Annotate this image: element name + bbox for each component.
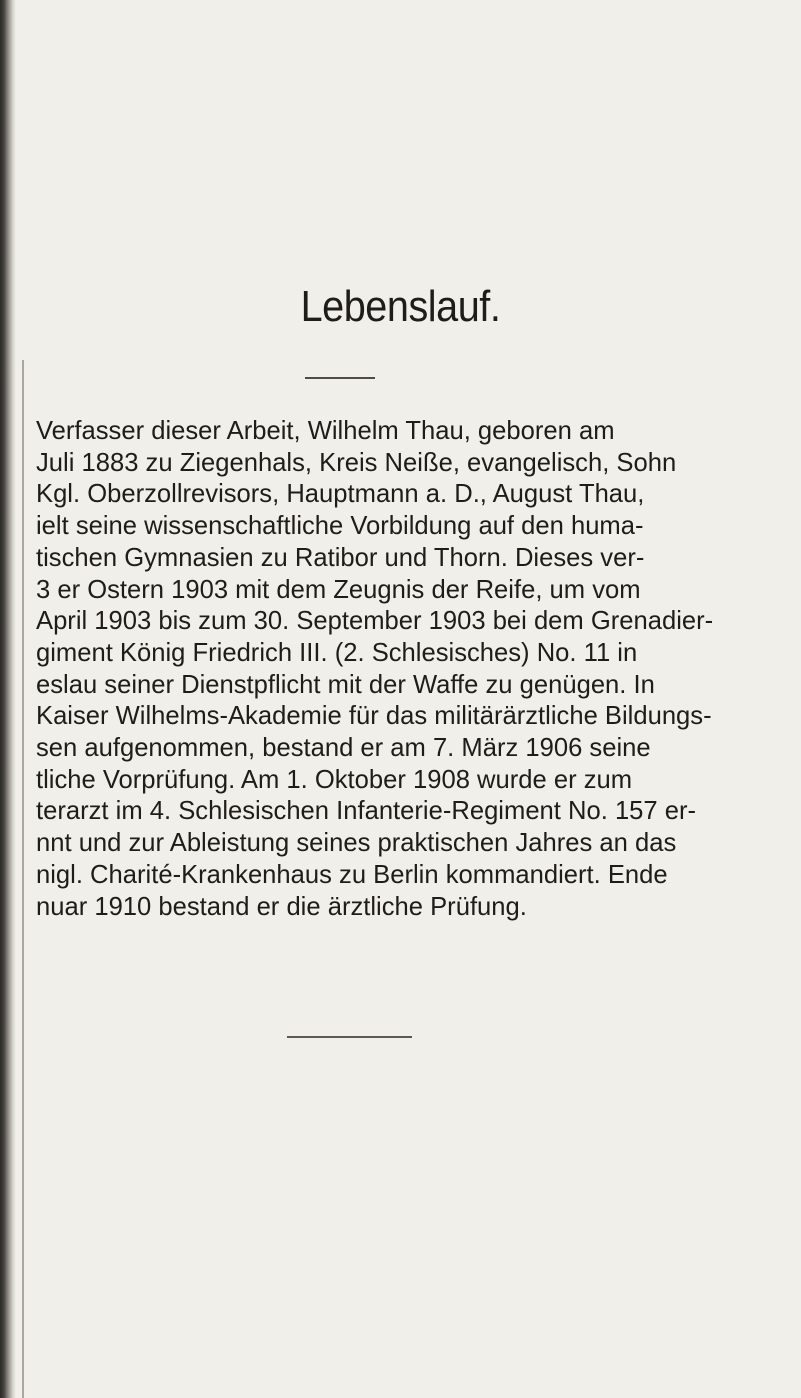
text-line: nuar 1910 bestand er die ärztliche Prüfung. [36,892,527,921]
text-line: eslau seiner Dienstpflicht mit der Waffe zu genügen. In [36,670,655,699]
text-line: Juli 1883 zu Ziegenhals, Kreis Neiße, evangelisch, Sohn [36,448,677,477]
text-line: Kaiser Wilhelms-Akademie für das militärärztliche Bildungs- [36,702,712,731]
text-line: Verfasser dieser Arbeit, Wilhelm Thau, geboren am [36,417,615,445]
text-line: giment König Friedrich III. (2. Schlesisches) No. 11 in [36,638,638,667]
text-line: tliche Vorprüfung. Am 1. Oktober 1908 wurde er zum [36,765,633,794]
book-spine-shadow [0,0,16,1398]
text-line: April 1903 bis zum 30. September 1903 bei dem Grenadier- [36,607,714,636]
text-line: ielt seine wissenschaftliche Vorbildung auf den huma- [36,512,644,541]
text-line: Kgl. Oberzollrevisors, Hauptmann a. D., August Thau, [36,480,645,509]
page-title: Lebenslauf. [300,282,501,331]
text-line: nigl. Charité-Krankenhaus zu Berlin kommandiert. Ende [36,860,668,889]
biography-paragraph [36,416,786,923]
title-divider [305,377,375,379]
closing-divider [287,1036,412,1038]
gutter-line [22,360,24,1398]
text-line: terarzt im 4. Schlesischen Infanterie-Regiment No. 157 er- [36,797,697,826]
text-line: nnt und zur Ableistung seines praktischen Jahres an das [36,829,677,858]
text-line: 3 er Ostern 1903 mit dem Zeugnis der Reife, um vom [36,575,641,604]
text-line: sen aufgenommen, bestand er am 7. März 1906 seine [36,734,651,763]
text-line: tischen Gymnasien zu Ratibor und Thorn. Dieses ver- [36,543,645,572]
